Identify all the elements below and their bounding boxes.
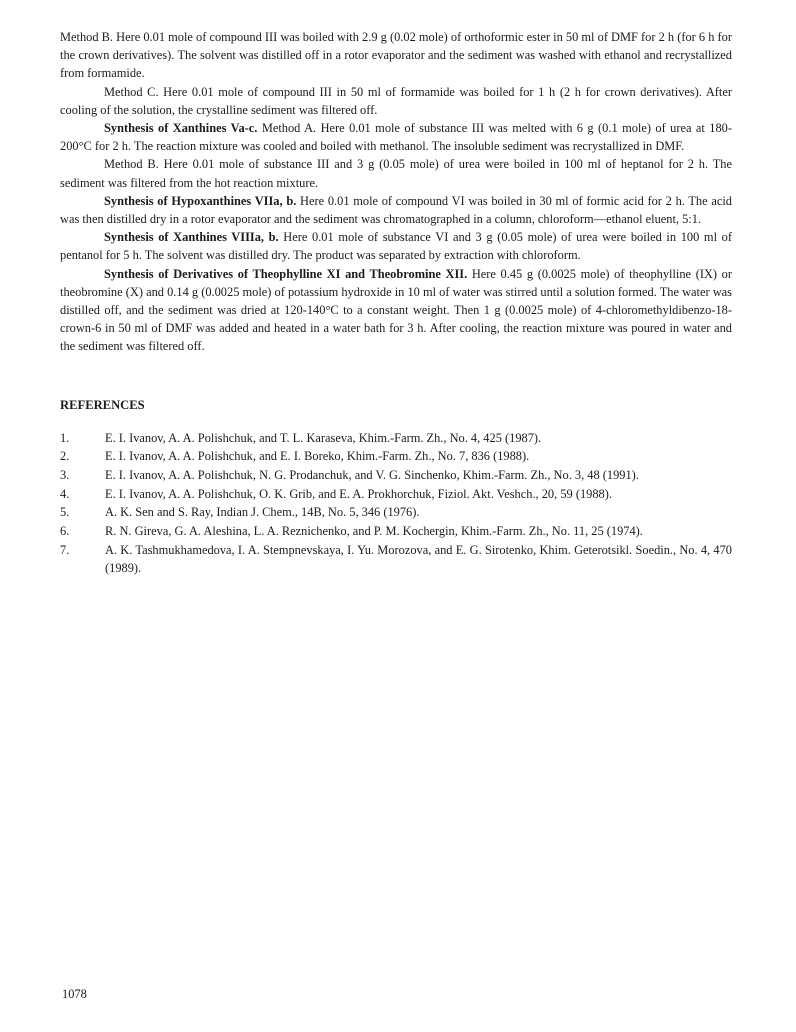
paragraph-heading: Synthesis of Xanthines Va-c. (104, 121, 258, 136)
theophylline-theobromine-paragraph (60, 265, 732, 356)
xanthines-viii-paragraph (60, 228, 732, 264)
page-body (60, 28, 732, 578)
xanthines-va-c-paragraph (60, 119, 732, 155)
reference-item (60, 466, 732, 484)
paragraph-text: Here 0.01 mole of compound VI was boiled in 30 ml of formic acid for 2 h. The acid was then distilled dry in a rotor evaporator and the sediment was chromatographed in a column, chloroform—ethanol eluent, 5:1. (60, 193, 732, 227)
reference-number: 3. (60, 468, 70, 483)
reference-text: E. I. Ivanov, A. A. Polishchuk, and T. L. Karaseva, Khim.-Farm. Zh., No. 4, 425 (1987). (105, 430, 542, 445)
reference-number: 6. (60, 524, 70, 539)
hypoxanthines-paragraph (60, 192, 732, 228)
reference-item (60, 503, 732, 521)
reference-text: E. I. Ivanov, A. A. Polishchuk, and E. I. Boreko, Khim.-Farm. Zh., No. 7, 836 (1988). (105, 449, 530, 464)
paragraph-text: Here 0.45 g (0.0025 mole) of theophylline (IX) or theobromine (X) and 0.14 g (0.0025 mole) of potassium hydroxide in 10 ml of water was stirred until a solution formed. The water was distilled off, and the sediment was dried at 120-140°C to a constant weight. Then 1 g (0.0025 mole) of 4-chloromethyldibenzo-18-crown-6 in 50 ml of DMF was added and heated in a water bath for 3 h. After cooling, the reaction mixture was poured in water and the sediment was filtered off. (60, 266, 732, 354)
method-b-urea-paragraph (60, 155, 732, 191)
reference-number: 5. (60, 505, 70, 520)
references-list (60, 429, 732, 578)
reference-number: 1. (60, 430, 70, 445)
reference-text: A. K. Tashmukhamedova, I. A. Stempnevskaya, I. Yu. Morozova, and E. G. Sirotenko, Khim. Geterotsikl. Soedin., No. 4, 470 (1989). (105, 542, 732, 576)
reference-item (60, 447, 732, 465)
paragraph-text: Method A. Here 0.01 mole of substance III was melted with 6 g (0.1 mole) of urea at 180-200°C for 2 h. The reaction mixture was cooled and boiled with methanol. The insoluble sediment was recrystallized in DMF. (60, 121, 732, 154)
reference-item (60, 429, 732, 447)
paragraph-heading: Synthesis of Hypoxanthines VIIa, b. (104, 193, 297, 208)
page-number: 1078 (62, 987, 87, 1001)
method-b-paragraph (60, 28, 732, 83)
reference-text: A. K. Sen and S. Ray, Indian J. Chem., 14B, No. 5, 346 (1976). (105, 505, 420, 520)
method-c-paragraph (60, 83, 732, 119)
paragraph-text: Method C. Here 0.01 mole of compound III in 50 ml of formamide was boiled for 1 h (2 h for crown derivatives). After cooling of the solution, the crystalline sediment was filtered off. (60, 84, 732, 117)
paragraph-text: Method B. Here 0.01 mole of compound III was boiled with 2.9 g (0.02 mole) of orthoformic ester in 50 ml of DMF for 2 h (for 6 h for the crown derivatives). The solvent was distilled off in a rotor evaporator and the sediment was washed with ethanol and recrystallized from formamide. (60, 30, 732, 81)
reference-number: 7. (60, 542, 70, 557)
reference-item (60, 485, 732, 503)
reference-number: 2. (60, 449, 70, 464)
references-heading: REFERENCES (60, 397, 145, 412)
paragraph-heading: Synthesis of Derivatives of Theophylline XI and Theobromine XII. (104, 266, 468, 281)
paragraph-text: Method B. Here 0.01 mole of substance III and 3 g (0.05 mole) of urea were boiled in 100 ml of heptanol for 2 h. The sediment was filtered from the hot reaction mixture. (60, 157, 732, 190)
paragraph-heading: Synthesis of Xanthines VIIIa, b. (104, 230, 279, 245)
reference-text: E. I. Ivanov, A. A. Polishchuk, N. G. Prodanchuk, and V. G. Sinchenko, Khim.-Farm. Zh., No. 3, 48 (1991). (105, 468, 639, 483)
reference-item (60, 541, 732, 577)
paragraph-text: Here 0.01 mole of substance VI and 3 g (0.05 mole) of urea were boiled in 100 ml of pentanol for 5 h. The solvent was distilled dry. The product was separated by extraction with chloroform. (60, 230, 732, 263)
reference-text: R. N. Gireva, G. A. Aleshina, L. A. Reznichenko, and P. M. Kochergin, Khim.-Farm. Zh., No. 11, 25 (1974). (105, 524, 643, 539)
reference-number: 4. (60, 486, 70, 501)
reference-text: E. I. Ivanov, A. A. Polishchuk, O. K. Grib, and E. A. Prokhorchuk, Fiziol. Akt. Veshch., 20, 59 (1988). (105, 486, 612, 501)
reference-item (60, 522, 732, 540)
